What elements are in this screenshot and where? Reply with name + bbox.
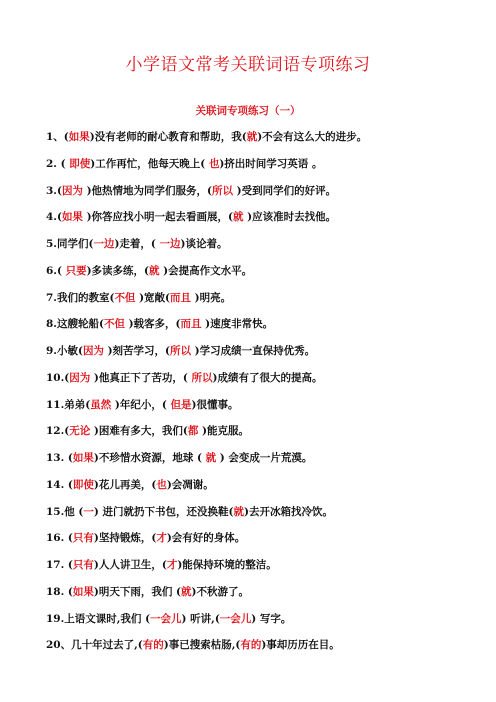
question-text: 10.( [46,371,70,384]
question-text: 3.( [46,184,62,197]
question-text: )人人讲卫生，( [93,559,167,571]
exercise-line [46,126,466,153]
exercise-line [46,474,466,501]
question-text: )年纪小，( [111,398,171,411]
question-text: )走着，( [114,238,160,250]
answer-word: 如果 [61,211,83,224]
answer-word: 无论 [69,425,91,438]
exercise-line [46,527,466,554]
exercise-line [46,554,466,581]
answer-word: 不但 [103,318,125,331]
question-text: )花儿再美，( [93,478,157,491]
answer-word: 才 [166,559,178,571]
answer-word: 而且 [180,318,202,331]
question-text: 18. ( [46,585,73,598]
question-text: ) 会变成一片荒漠。 [216,452,313,464]
answer-word: 一会儿 [150,612,182,625]
exercise-line [46,394,466,421]
answer-word: 一边 [159,238,181,250]
answer-word: 不但 [114,291,136,304]
question-text: 13. ( [46,452,73,464]
exercise-line [46,501,466,528]
question-text: )能保持环境的整洁。 [177,559,277,571]
question-text: )事已搜索枯肠,( [163,639,241,652]
question-text: )会有好的身体。 [166,532,246,545]
answer-word: 虽然 [90,398,112,411]
exercise-line [46,260,466,287]
question-text: 20、几十年过去了,( [46,639,143,652]
question-text: )工作再忙，他每天晚上( [90,157,209,170]
answer-word: 所以 [212,184,234,197]
question-text: 6.( [46,264,66,277]
question-text: )会凋谢。 [166,478,214,491]
question-text: )你答应找小明一起去看画展，( [82,211,234,224]
question-text: )刻苦学习，( [103,345,171,357]
question-text: )挤出时间学习英语 。 [219,157,323,170]
answer-word: 因为 [69,371,91,384]
answer-word: 有的 [240,639,262,652]
question-text: )很懂事。 [191,398,239,411]
answer-word: 也 [156,478,167,491]
answer-word: 而且 [170,291,192,304]
answer-word: 如果 [68,131,90,143]
answer-word: 但是 [170,398,192,411]
answer-word: 才 [156,532,167,545]
section-subtitle: 关联词专项练习（一） [195,105,301,117]
question-text: )他热情地为同学们服务，( [82,184,213,197]
question-text: )不会有这么大的进步。 [257,131,368,143]
question-text: )没有老师的耐心教育和帮助，我( [89,131,247,143]
question-text: )会提高作文水平。 [159,264,253,277]
answer-word: 就 [233,505,244,518]
exercise-line [46,313,466,340]
answer-word: 都 [187,425,199,438]
question-text: 2. ( [46,157,70,170]
answer-word: 所以 [191,371,213,384]
exercise-line [46,233,466,260]
exercise-line [46,367,466,394]
question-text: )载客多，( [124,318,181,331]
question-text: )坚持锻炼，( [93,532,157,545]
question-text: 12.( [46,425,70,438]
exercise-line [46,180,466,207]
answer-word: 就 [233,211,244,224]
question-text: )受到同学们的好评。 [233,184,337,197]
answer-word: 只有 [72,559,94,571]
question-text: 8.这艘轮船( [46,318,104,331]
question-text: )宽敞( [135,291,171,304]
question-text: )多读多练，( [86,264,150,277]
question-text: )困难有多大，我们( [90,425,188,438]
question-text: )应该准时去找他。 [243,211,337,224]
question-text: )不秋游了。 [191,585,249,598]
exercise-line [46,447,466,474]
answer-word: 只有 [72,532,94,545]
question-text: 9.小敏( [46,345,83,357]
answer-word: 因为 [82,345,104,357]
answer-word: 如果 [72,585,94,598]
exercise-line [46,206,466,233]
page-title: 小学语文常考关联词语专项练习 [125,55,371,75]
answer-word: 一会儿 [219,612,252,625]
answer-word: 只要 [65,264,87,277]
question-text: 19.上语文课时,我们 ( [46,612,151,625]
question-text: 14. ( [46,478,73,491]
question-text: ) 写字。 [251,612,292,625]
question-text: )谈论着。 [180,238,228,250]
question-text: 4.( [46,211,62,224]
question-text: ) 进门就扔下书包，还没换鞋( [93,505,234,518]
question-text: )能克服。 [198,425,249,438]
question-text: )学习成绩一直保持优秀。 [191,345,316,357]
answer-word: 就 [246,131,258,143]
answer-word: 就 [149,264,160,277]
answer-word: 因为 [61,184,83,197]
answer-word: 就 [205,452,217,464]
answer-word: 即使 [72,478,94,491]
question-text: )去开冰箱找冷饮。 [244,505,333,518]
question-text: ) 听讲,( [181,612,220,625]
exercise-list [46,126,466,661]
exercise-line [46,340,466,367]
question-text: 1、( [46,131,69,143]
question-text: )不珍惜水资源，地球 ( [93,452,206,464]
question-text: )明天下雨，我们 ( [93,585,181,598]
exercise-line [46,608,466,635]
answer-word: 即使 [69,157,91,170]
question-text: )事却历历在目。 [261,639,340,652]
question-text: 5.同学们( [46,238,94,250]
question-text: )明亮。 [191,291,232,304]
question-text: 17. ( [46,559,73,571]
answer-word: 就 [181,585,192,598]
answer-word: 也 [208,157,220,170]
exercise-line [46,153,466,180]
question-text: 7.我们的教室( [46,291,115,304]
question-text: )他真正下了苦功，( [90,371,192,384]
answer-word: 有的 [142,639,164,652]
question-text: )速度非常快。 [201,318,274,331]
exercise-line [46,634,466,661]
answer-word: 所以 [170,345,192,357]
exercise-line [46,420,466,447]
answer-word: 一 [83,505,94,518]
question-text: )成绩有了很大的提高。 [212,371,323,384]
answer-word: 如果 [72,452,94,464]
question-text: 16. ( [46,532,73,545]
exercise-line [46,287,466,314]
exercise-line [46,581,466,608]
question-text: 11.弟弟( [46,398,91,411]
answer-word: 一边 [93,238,115,250]
question-text: 15.他 ( [46,505,84,518]
